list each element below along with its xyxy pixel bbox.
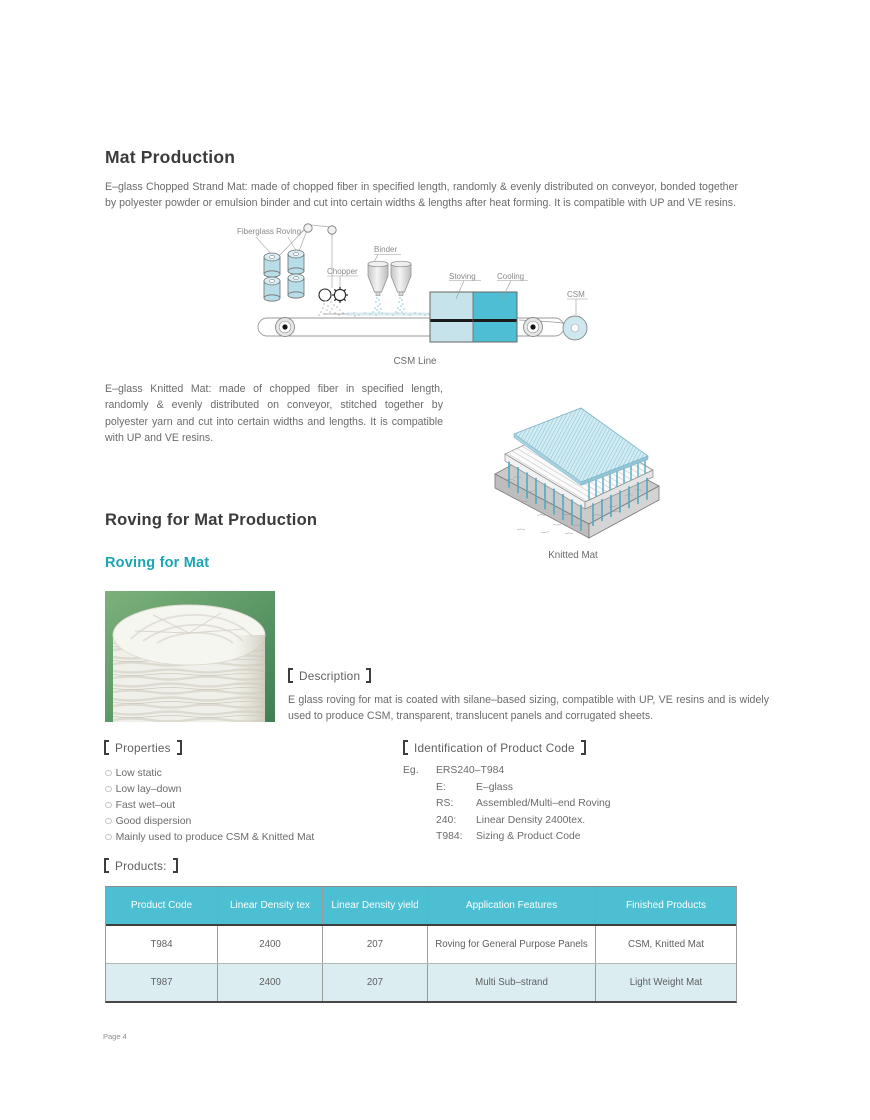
belt-wheel-left xyxy=(276,318,295,337)
bullet-ring-icon xyxy=(105,770,112,777)
identification-part: 240: Linear Density 2400tex. xyxy=(436,814,586,826)
table-header-cell: Finished Products xyxy=(596,887,736,924)
property-item: Mainly used to produce CSM & Knitted Mat xyxy=(105,829,314,845)
table-cell: Multi Sub–strand xyxy=(428,964,596,1001)
right-bracket xyxy=(177,740,182,755)
products-heading: Products: xyxy=(104,858,178,873)
roving-photo xyxy=(105,591,275,722)
chopper-label: Chopper xyxy=(327,267,358,276)
description-body: E glass roving for mat is coated with silane–based sizing, compatible with UP, VE resins and is widely used to produce CSM, transparent, translucent panels and corrugated sheets. xyxy=(288,694,769,722)
belt-wheel-right xyxy=(524,318,543,337)
table-row xyxy=(106,964,736,1001)
identification-part: T984: Sizing & Product Code xyxy=(436,831,581,842)
example-code: ERS240–T984 xyxy=(436,765,505,776)
roving-spool xyxy=(113,605,265,722)
page-title: Mat Production xyxy=(105,147,236,167)
table-cell: T984 xyxy=(106,926,218,963)
property-item: Low lay–down xyxy=(105,781,314,797)
bullet-ring-icon xyxy=(105,834,112,841)
csm-line-caption: CSM Line xyxy=(393,356,437,367)
table-cell: 2400 xyxy=(218,926,323,963)
binder-particles xyxy=(372,297,407,315)
binder-funnels xyxy=(368,261,411,295)
bullet-ring-icon xyxy=(105,802,112,809)
table-header-cell: Application Features xyxy=(428,887,596,924)
section-title-roving-production: Roving for Mat Production xyxy=(105,511,318,529)
left-bracket xyxy=(104,740,109,755)
properties-heading: Properties xyxy=(104,740,182,755)
pulley xyxy=(328,226,336,234)
identification-example xyxy=(403,763,611,780)
table-cell: 2400 xyxy=(218,964,323,1001)
right-bracket xyxy=(581,740,586,755)
description-heading: Description xyxy=(288,668,371,683)
chopper-pointer xyxy=(327,276,358,287)
eg-label: Eg. xyxy=(403,765,419,776)
bullet-ring-icon xyxy=(105,786,112,793)
property-item: Good dispersion xyxy=(105,813,314,829)
subsection-title-roving-for-mat: Roving for Mat xyxy=(105,555,210,571)
identification-part: RS: Assembled/Multi–end Roving xyxy=(436,798,611,809)
right-bracket xyxy=(173,858,178,873)
table-cell: CSM, Knitted Mat xyxy=(628,939,704,950)
csm-line-diagram xyxy=(228,221,606,348)
table-cell: T987 xyxy=(106,964,218,1001)
chopper-gear xyxy=(332,287,348,303)
csm-label: CSM xyxy=(567,290,585,299)
knitted-mat-caption: Knitted Mat xyxy=(548,550,598,561)
bullet-ring-icon xyxy=(105,818,112,825)
stoving-label: Stoving xyxy=(449,272,476,281)
properties-list xyxy=(105,765,314,845)
right-bracket xyxy=(366,668,371,683)
table-header-cell: Linear Density tex xyxy=(218,887,323,924)
pulley xyxy=(304,224,312,232)
binder-label: Binder xyxy=(374,245,398,254)
identification-heading: Identification of Product Code xyxy=(403,740,586,755)
left-bracket xyxy=(104,858,109,873)
identification-part: E: E–glass xyxy=(436,781,513,793)
property-item: Fast wet–out xyxy=(105,797,314,813)
table-cell: 207 xyxy=(323,964,428,1001)
cooling-label: Cooling xyxy=(497,272,525,281)
table-cell: 207 xyxy=(323,926,428,963)
roving-packages xyxy=(264,250,304,301)
table-header-cell: Linear Density yield xyxy=(323,887,428,924)
csm-pointer xyxy=(567,299,588,315)
table-header-row xyxy=(106,887,736,926)
products-table xyxy=(105,886,737,1003)
csm-roll xyxy=(563,316,587,340)
property-item: Low static xyxy=(105,765,314,781)
knitted-mat-illustration xyxy=(493,396,673,548)
csm-intro-paragraph: E–glass Chopped Strand Mat: made of chopped fiber in specified length, randomly & evenly distributed on conveyor, bonded together by polyester powder or emulsion binder and cut into certain widths & lengths after heat forming. It is compatible with UP and VE resins. xyxy=(105,181,738,209)
table-cell: Roving for General Purpose Panels xyxy=(428,926,596,963)
table-header-cell: Product Code xyxy=(106,887,218,924)
chopper-roller xyxy=(319,289,331,301)
page-number: Page 4 xyxy=(103,1032,127,1041)
knitted-mat-paragraph: E–glass Knitted Mat: made of chopped fiber in specified length, randomly & evenly distributed on conveyor, stitched together by polyester yarn and cut into certain widths and lengths. It is compatible with UP and VE resins. xyxy=(105,383,443,445)
conveyor-belt xyxy=(258,318,564,336)
left-bracket xyxy=(403,740,408,755)
left-bracket xyxy=(288,668,293,683)
table-cell: Light Weight Mat xyxy=(629,977,703,988)
fiberglass-roving-label: Fiberglass Roving xyxy=(237,227,302,236)
oven-boxes xyxy=(430,292,517,342)
identification-block xyxy=(403,763,611,846)
table-row xyxy=(106,926,736,964)
